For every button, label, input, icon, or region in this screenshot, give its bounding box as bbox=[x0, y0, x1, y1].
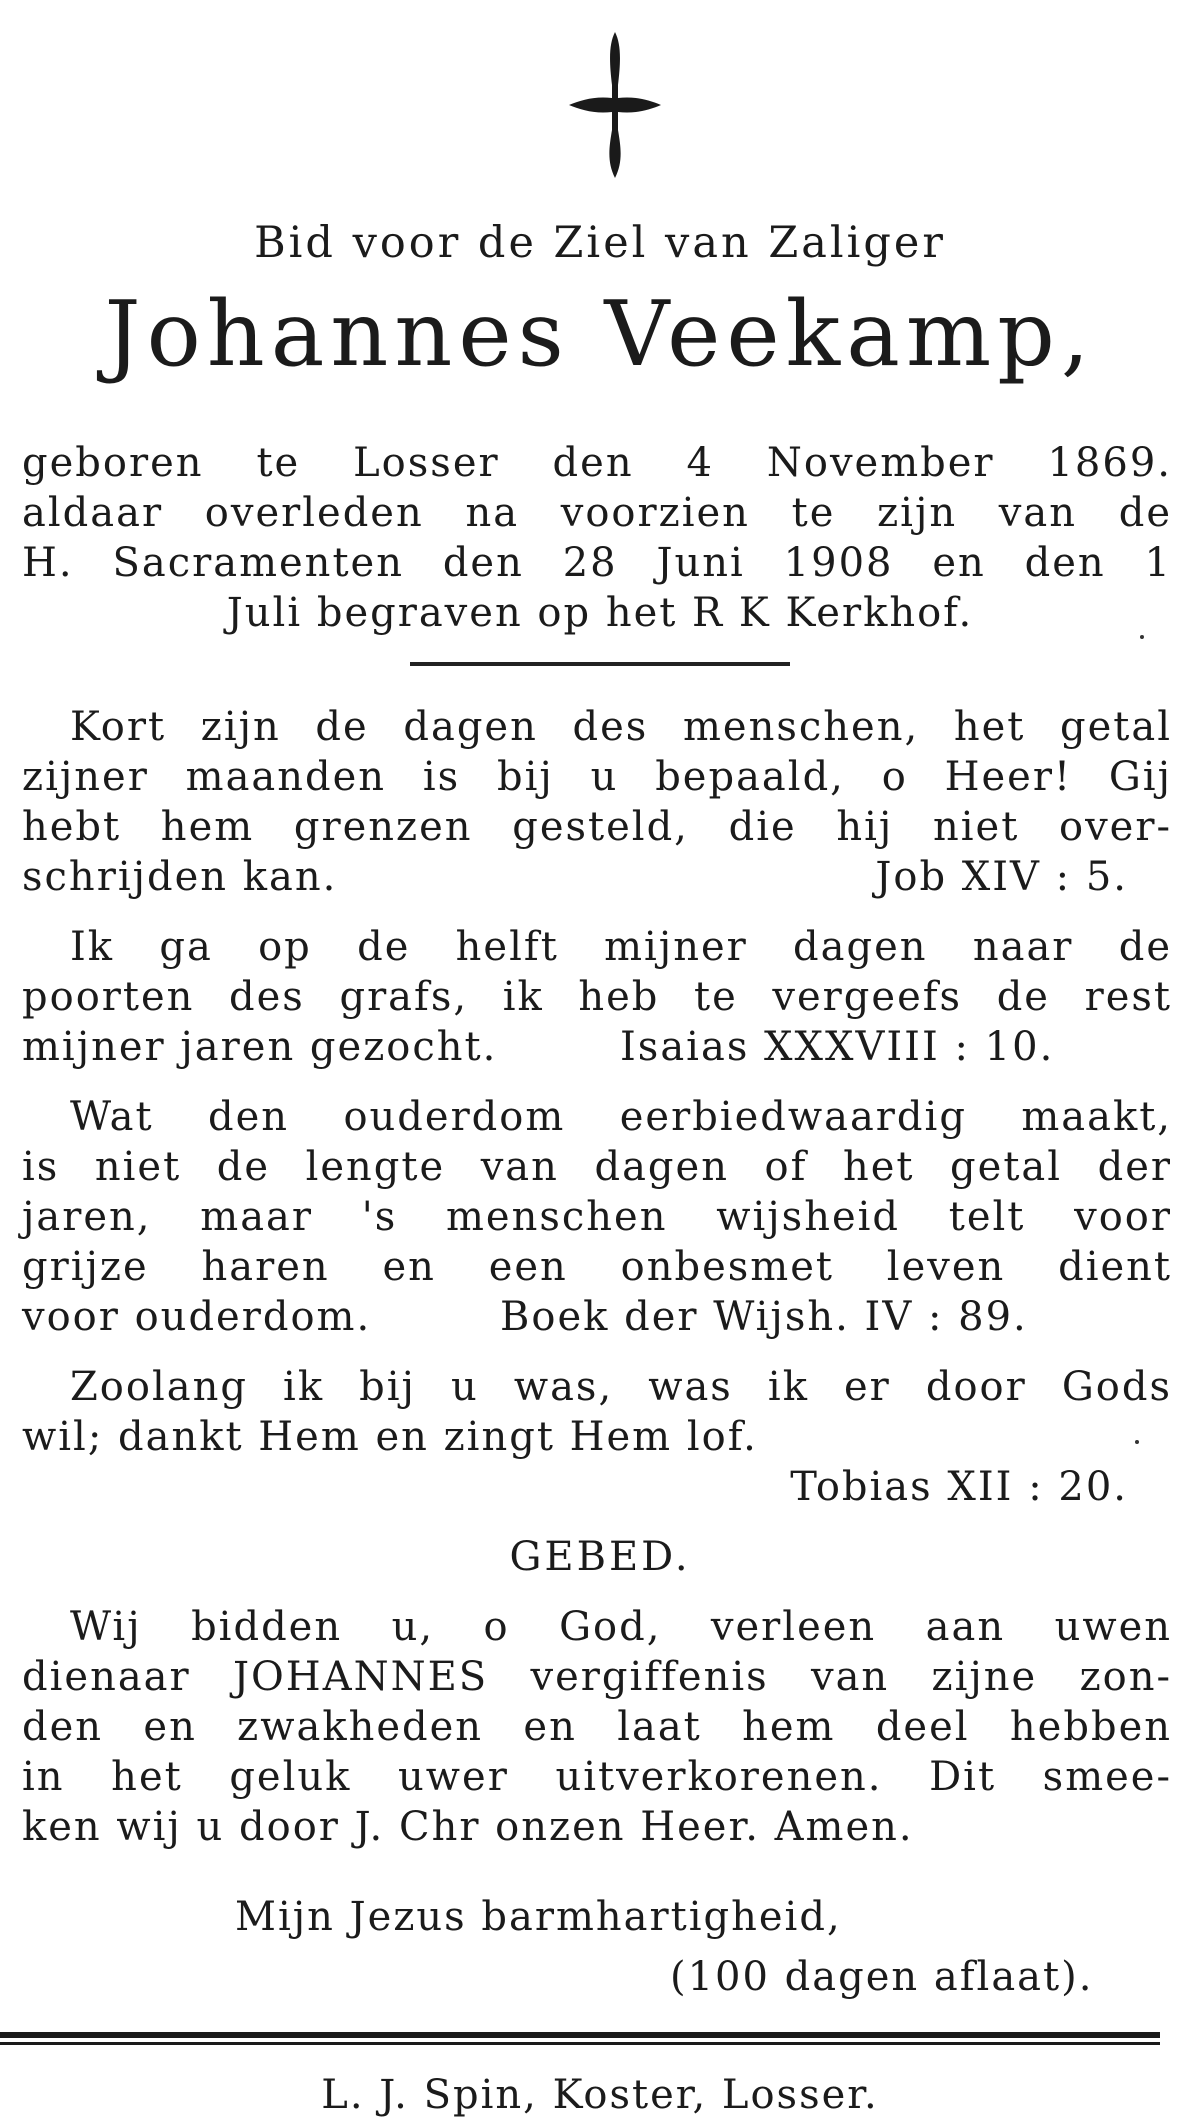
verse-3-line-2: is niet de lengte van dagen of het getal der bbox=[22, 1144, 1172, 1190]
prayer-line-2: dienaar JOHANNES vergiffenis van zijne zon- bbox=[22, 1654, 1172, 1700]
verse-2-reference: Isaias XXXVIII : 10. bbox=[620, 1024, 1055, 1070]
footer-rule-thick bbox=[0, 2032, 1160, 2038]
verse-3-line-3: jaren, maar 's menschen wijsheid telt voor bbox=[22, 1194, 1172, 1240]
verse-1-line-3: hebt hem grenzen gesteld, die hij niet over- bbox=[22, 804, 1172, 850]
verse-2-line-3: mijner jaren gezocht. bbox=[22, 1024, 498, 1070]
prayer-line-5: ken wij u door J. Chr onzen Heer. Amen. bbox=[22, 1804, 914, 1850]
verse-3-line-5: voor ouderdom. bbox=[22, 1294, 372, 1340]
prayer-title: GEBED. bbox=[509, 1534, 691, 1580]
biography-line-3: H. Sacramenten den 28 Juni 1908 en den 1 bbox=[22, 540, 1172, 586]
biography-line-1: geboren te Losser den 4 November 1869. bbox=[22, 440, 1172, 486]
verse-3-line-4: grijze haren en een onbesmet leven dient bbox=[22, 1244, 1172, 1290]
indulgence-line: Mijn Jezus barmhartigheid, bbox=[235, 1894, 842, 1940]
verse-3-line-1: Wat den ouderdom eerbiedwaardig maakt, bbox=[70, 1094, 1172, 1140]
verse-4-line-2: wil; dankt Hem en zingt Hem lof. bbox=[22, 1414, 758, 1460]
speck bbox=[1135, 1440, 1139, 1444]
verse-1-line-1: Kort zijn de dagen des menschen, het getal bbox=[70, 704, 1172, 750]
printer-credit: L. J. Spin, Koster, Losser. bbox=[321, 2072, 879, 2118]
verse-2-line-2: poorten des grafs, ik heb te vergeefs de rest bbox=[22, 974, 1172, 1020]
verse-3-reference: Boek der Wijsh. IV : 89. bbox=[500, 1294, 1028, 1340]
verse-1-line-2: zijner maanden is bij u bepaald, o Heer! Gij bbox=[22, 754, 1172, 800]
footer-rule-thin bbox=[0, 2042, 1160, 2045]
divider-rule bbox=[410, 662, 790, 666]
indulgence-note: (100 dagen aflaat). bbox=[670, 1954, 1094, 2000]
verse-2-line-1: Ik ga op de helft mijner dagen naar de bbox=[70, 924, 1172, 970]
verse-4-line-1: Zoolang ik bij u was, was ik er door Gods bbox=[70, 1364, 1172, 1410]
prayer-heading: Bid voor de Ziel van Zaliger bbox=[254, 218, 946, 268]
speck bbox=[1140, 635, 1144, 639]
prayer-line-3: den en zwakheden en laat hem deel hebben bbox=[22, 1704, 1172, 1750]
prayer-line-1: Wij bidden u, o God, verleen aan uwen bbox=[70, 1604, 1172, 1650]
biography-line-2: aldaar overleden na voorzien te zijn van de bbox=[22, 490, 1172, 536]
deceased-name: Johannes Veekamp, bbox=[104, 282, 1096, 387]
biography-line-4: Juli begraven op het R K Kerkhof. bbox=[226, 590, 974, 636]
verse-4-reference: Tobias XII : 20. bbox=[790, 1464, 1128, 1510]
verse-1-reference: Job XIV : 5. bbox=[875, 854, 1128, 900]
latin-cross-icon bbox=[565, 30, 665, 180]
prayer-line-4: in het geluk uwer uitverkorenen. Dit smee- bbox=[22, 1754, 1172, 1800]
verse-1-line-4: schrijden kan. bbox=[22, 854, 338, 900]
